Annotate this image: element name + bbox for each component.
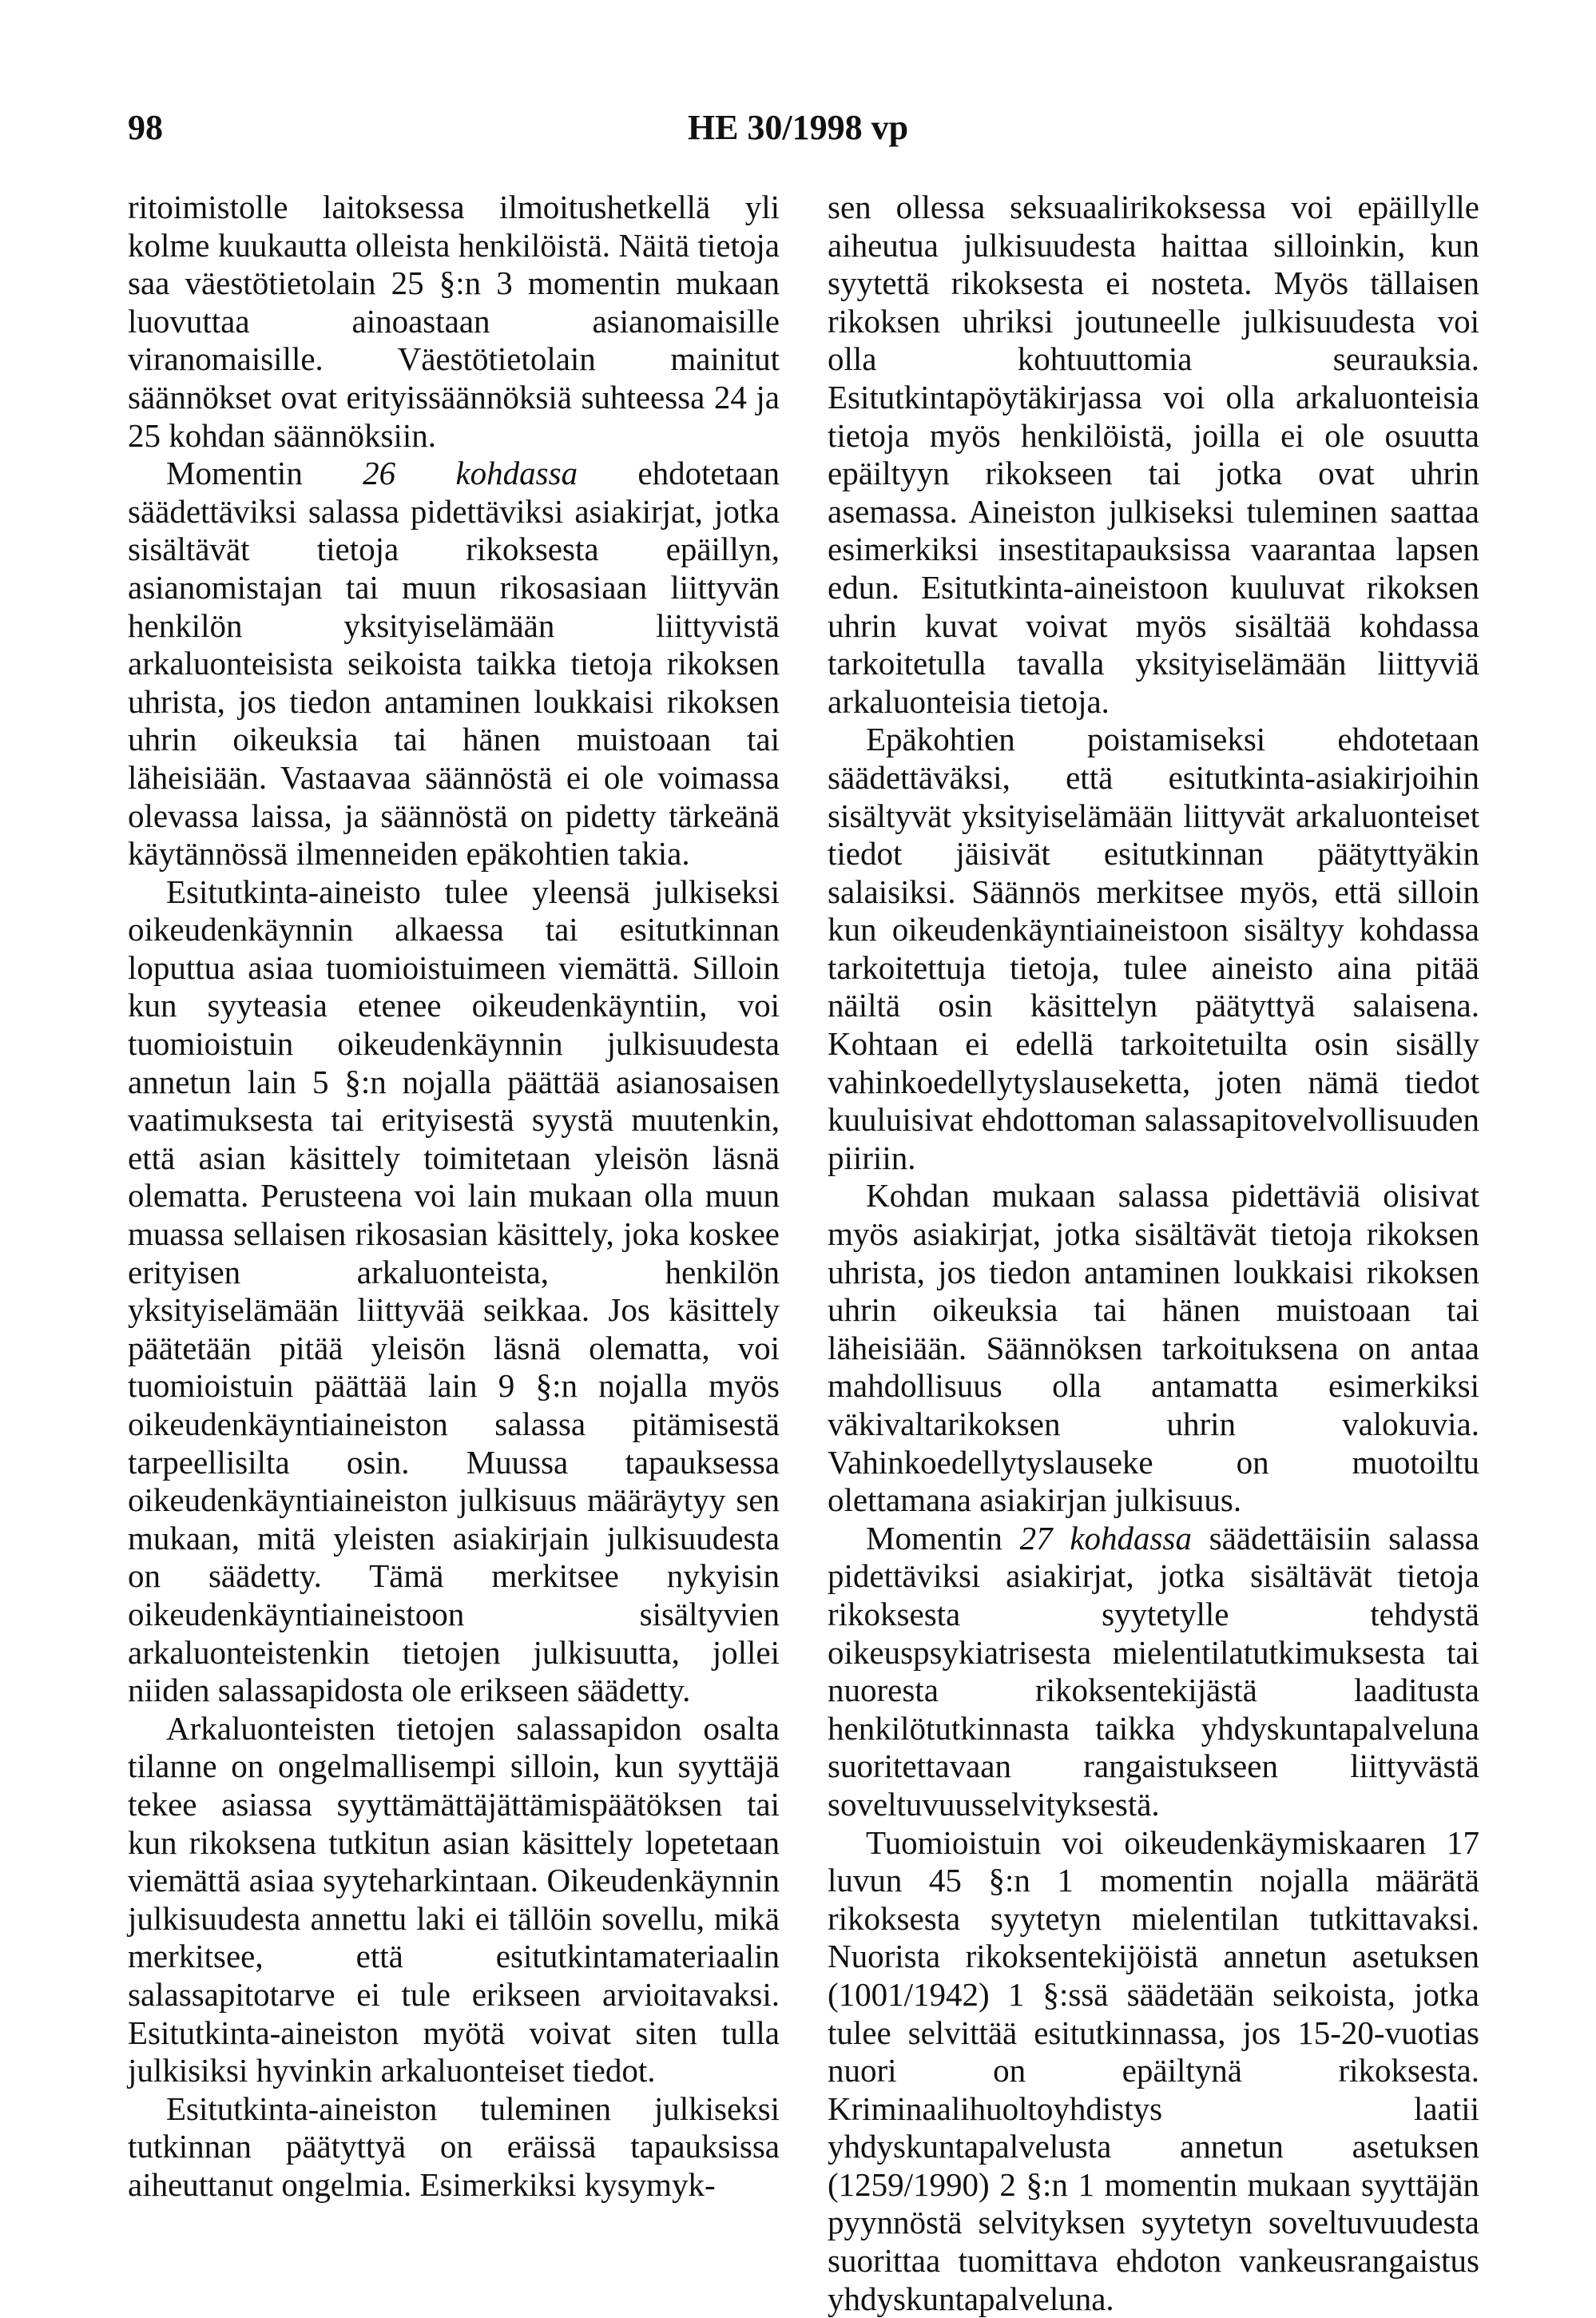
paragraph-body: säädettäisiin salassa pidettäviksi asiakirjat, jotka sisältävät tietoja rikoksesta syytetylle tehdystä oikeuspsykiatrisesta mielentilatutkimuksesta tai nuoresta rikoksentekijästä laaditusta henkilötutkinnasta taikka yhdyskuntapalveluna suoritettavaan rangaistukseen liittyvästä soveltuvuusselvityksestä. [828, 1519, 1480, 1823]
paragraph: Tuomioistuin voi oikeudenkäymiskaaren 17 luvun 45 §:n 1 momentin nojalla määrätä rikoksesta syytetyn mielentilan tutkittavaksi. Nuorista rikoksentekijöistä annetun asetuksen (1001/1942) 1 §:ssä säädetään seikoista, jotka tulee selvittää esitutkinnassa, jos 15-20-vuotias nuori on epäiltynä rikoksesta. Kriminaalihuoltoyhdistys laatii yhdyskuntapalvelusta annetun asetuksen (1259/1990) 2 §:n 1 momentin mukaan syyttäjän pyynnöstä selvityksen syytetyn soveltuvuudesta suorittaa tuomittava ehdoton vankeusrangaistus yhdyskuntapalveluna. [828, 1823, 1479, 2317]
item-reference: 26 kohdassa [363, 455, 578, 492]
paragraph [128, 455, 780, 873]
paragraph: Arkaluonteisten tietojen salassapidon osalta tilanne on ongelmallisempi silloin, kun syyttäjä tekee asiassa syyttämättäjättämispäätöksen tai kun rikoksena tutkitun asian käsittely lopetetaan viemättä asiaa syyteharkintaan. Oikeudenkäynnin julkisuudesta annettu laki ei tällöin sovellu, mikä merkitsee, että esitutkintamateriaalin salassapitotarve ei tule erikseen arvioitavaksi. Esitutkinta-aineiston myötä voivat siten tulla julkisiksi hyvinkin arkaluonteiset tiedot. [128, 1709, 780, 2089]
left-column [128, 189, 780, 2204]
paragraph-lead: Momentin [166, 455, 363, 492]
paragraph [828, 1520, 1479, 1824]
paragraph: Epäkohtien poistamiseksi ehdotetaan säädettäväksi, että esitutkinta-asiakirjoihin sisältyvät yksityiselämään liittyvät arkaluonteiset tiedot jäisivät esitutkinnan päätyttyäkin salaisiksi. Säännös merkitsee myös, että silloin kun oikeudenkäyntiaineistoon sisältyy kohdassa tarkoitettuja tietoja, tulee aineisto aina pitää näiltä osin käsittelyn päätyttyä salaisena. Kohtaan ei edellä tarkoitetuilta osin sisälly vahinkoedellytyslauseketta, joten nämä tiedot kuuluisivat ehdottoman salassapitovelvollisuuden piiriin. [828, 721, 1479, 1176]
page-number: 98 [128, 108, 163, 147]
paragraph-lead: Momentin [866, 1519, 1020, 1557]
paragraph: Esitutkinta-aineisto tulee yleensä julkiseksi oikeudenkäynnin alkaessa tai esitutkinnan loputtua asiaa tuomioistuimeen viemättä. Silloin kun syyteasia etenee oikeudenkäyntiin, voi tuomioistuin oikeudenkäynnin julkisuudesta annetun lain 5 §:n nojalla päättää asianosaisen vaatimuksesta tai erityisestä syystä muutenkin, että asian käsittely toimitetaan yleisön läsnä olematta. Perusteena voi lain mukaan olla muun muassa sellaisen rikosasian käsittely, joka koskee erityisen arkaluonteista, henkilön yksityiselämään liittyvää seikkaa. Jos käsittely päätetään pitää yleisön läsnä olematta, voi tuomioistuin päättää lain 9 §:n nojalla myös oikeudenkäyntiaineiston salassa pitämisestä tarpeellisilta osin. Muussa tapauksessa oikeudenkäyntiaineiston julkisuus määräytyy sen mukaan, mitä yleisten asiakirjain julkisuudesta on säädetty. Tämä merkitsee nykyisin oikeudenkäyntiaineistoon sisältyvien arkaluonteistenkin tietojen julkisuutta, jollei niiden salassapidosta ole erikseen säädetty. [128, 873, 780, 1709]
item-reference: 27 kohdassa [1019, 1519, 1192, 1557]
paragraph: ritoimistolle laitoksessa ilmoitushetkellä yli kolme kuukautta olleista henkilöistä. Näitä tietoja saa väestötietolain 25 §:n 3 momentin mukaan luovuttaa ainoastaan asianomaisille viranomaisille. Väestötietolain mainitut säännökset ovat erityissäännöksiä suhteessa 24 ja 25 kohdan säännöksiin. [128, 189, 780, 454]
paragraph: sen ollessa seksuaalirikoksessa voi epäillylle aiheutua julkisuudesta haittaa silloinkin, kun syytettä rikoksesta ei nosteta. Myös tällaisen rikoksen uhriksi joutuneelle julkisuudesta voi olla kohtuuttomia seurauksia. Esitutkintapöytäkirjassa voi olla arkaluonteisia tietoja myös henkilöistä, joilla ei ole osuutta epäiltyyn rikokseen tai jotka ovat uhrin asemassa. Aineiston julkiseksi tuleminen saattaa esimerkiksi insestitapauksissa vaarantaa lapsen edun. Esitutkinta-aineistoon kuuluvat rikoksen uhrin kuvat voivat myös sisältää kohdassa tarkoitetulla tavalla yksityiselämään liittyviä arkaluonteisia tietoja. [828, 189, 1479, 720]
right-column [828, 189, 1479, 2318]
document-id-header: HE 30/1998 vp [687, 108, 909, 147]
paragraph: Kohdan mukaan salassa pidettäviä olisivat myös asiakirjat, jotka sisältävät tietoja rikoksen uhrista, jos tiedon antaminen loukkaisi rikoksen uhrin oikeuksia tai hänen muistoaan tai läheisiään. Säännöksen tarkoituksena on antaa mahdollisuus olla antamatta esimerkiksi väkivaltarikoksen uhrin valokuvia. Vahinkoedellytyslauseke on muotoiltu olettamana asiakirjan julkisuus. [828, 1177, 1479, 1519]
paragraph: Esitutkinta-aineiston tuleminen julkiseksi tutkinnan päätyttyä on eräissä tapauksissa aiheuttanut ongelmia. Esimerkiksi kysymyk- [128, 2089, 780, 2203]
paragraph-body: ehdotetaan säädettäviksi salassa pidettäviksi asiakirjat, jotka sisältävät tietoja rikoksesta epäillyn, asianomistajan tai muun rikosasiaan liittyvän henkilön yksityiselämään liittyvistä arkaluonteisista seikoista taikka tietoja rikoksen uhrista, jos tiedon antaminen loukkaisi rikoksen uhrin oikeuksia tai hänen muistoaan tai läheisiään. Vastaavaa säännöstä ei ole voimassa olevassa laissa, ja säännöstä on pidetty tärkeänä käytännössä ilmenneiden epäkohtien takia. [128, 455, 780, 873]
